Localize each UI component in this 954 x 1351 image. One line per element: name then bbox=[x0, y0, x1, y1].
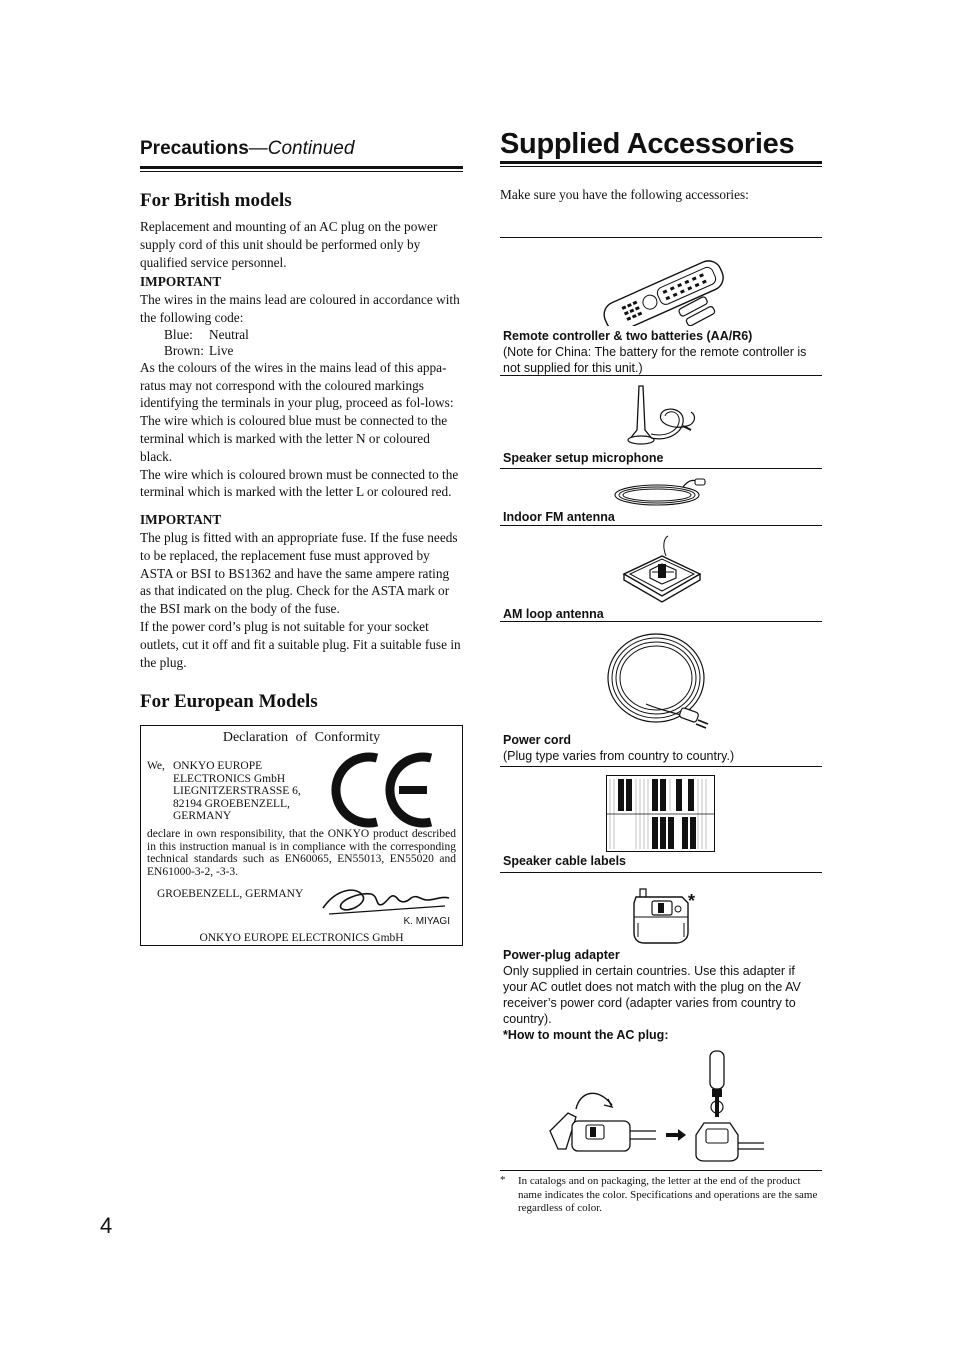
declaration-text: declare in own responsibility, that the ONKYO product described in this instruction manual is in compliance with the corresponding technical standards such as EN60065, EN55013, EN55020 and EN61000-3-2, -3-3. bbox=[147, 828, 456, 878]
para-blue: The wire which is coloured blue must be connected to the terminal which is marked with the letter N or coloured black. bbox=[140, 413, 448, 464]
important-label-2: IMPORTANT bbox=[140, 512, 222, 528]
left-column bbox=[140, 138, 463, 946]
accessory-note: (Plug type varies from country to country.) bbox=[503, 749, 735, 763]
fm-antenna-icon bbox=[611, 475, 711, 509]
accessory-name: Power-plug adapter bbox=[503, 948, 620, 962]
accessory-item bbox=[500, 376, 822, 469]
wire-code-row: Brown: Live bbox=[164, 342, 234, 358]
declaration-place: GROEBENZELL, GERMANY bbox=[157, 888, 304, 901]
declaration-company: ONKYO EUROPE ELECTRONICS GmbH bbox=[199, 932, 404, 945]
accessory-name: Remote controller & two batteries (AA/R6) bbox=[503, 329, 753, 343]
power-cord-icon bbox=[606, 632, 716, 732]
declaration-title: Declaration of Conformity bbox=[222, 730, 381, 746]
important-label: IMPORTANT bbox=[140, 274, 222, 290]
accessory-name: Speaker setup microphone bbox=[503, 451, 664, 465]
accessory-name: AM loop antenna bbox=[503, 607, 604, 621]
footnote-mark: * bbox=[500, 1174, 506, 1186]
right-column bbox=[500, 128, 822, 1216]
accessory-item bbox=[500, 469, 822, 526]
am-loop-antenna-icon bbox=[616, 534, 706, 604]
accessory-item bbox=[500, 238, 822, 376]
para-brown: The wire which is coloured brown must be connected to the terminal which is marked with the letter L or coloured red. bbox=[140, 466, 459, 500]
mount-ac-plug-diagram-icon bbox=[546, 1047, 776, 1165]
remote-controller-icon bbox=[596, 238, 726, 326]
declaration-box bbox=[140, 725, 463, 946]
accessory-item bbox=[500, 526, 822, 622]
wire-code-row: Blue: Neutral bbox=[164, 326, 249, 342]
accessory-note: Only supplied in certain countries. Use this adapter if your AC outlet does not match with the plug on the AV receiver’s power cord (adapter varies from country to country). bbox=[503, 964, 801, 1026]
page-number: 4 bbox=[100, 1213, 113, 1238]
accessory-note: (Note for China: The battery for the remote controller is not supplied for this unit.) bbox=[503, 345, 807, 375]
accessories-intro: Make sure you have the following accessories: bbox=[500, 187, 822, 238]
power-plug-adapter-icon bbox=[626, 883, 696, 945]
microphone-icon bbox=[621, 382, 701, 448]
accessory-name: Speaker cable labels bbox=[503, 854, 626, 868]
para-fuse: The plug is fitted with an appropriate fuse. If the fuse needs to be replaced, the replacement fuse must approved by ASTA or BSI to BS1362 and have the same ampere rating as that indicated on the plug. Check for the ASTA mark or the BSI mark on the body of the fuse. bbox=[140, 529, 458, 617]
running-head bbox=[140, 138, 463, 169]
mount-ac-plug-label: *How to mount the AC plug: bbox=[503, 1028, 669, 1042]
running-head-suffix: —Continued bbox=[248, 138, 355, 159]
declaration-address: ONKYO EUROPE ELECTRONICS GmbH LIEGNITZERSTRASSE 6, 82194 GROEBENZELL, GERMANY bbox=[173, 760, 301, 823]
accessory-item bbox=[500, 622, 822, 767]
cable-labels-icon bbox=[606, 775, 716, 853]
accessory-item bbox=[500, 767, 822, 873]
british-intro: Replacement and mounting of an AC plug on the power supply cord of this unit should be performed only by qualified service personnel. bbox=[140, 219, 438, 270]
british-heading: For British models bbox=[140, 190, 292, 211]
declaration-we: We, bbox=[147, 760, 165, 773]
wire-code-list bbox=[140, 327, 463, 359]
footnote bbox=[500, 1175, 822, 1216]
european-heading: For European Models bbox=[140, 691, 318, 713]
adapter-star-mark: * bbox=[688, 891, 696, 911]
divider bbox=[500, 166, 822, 167]
para-colours: As the colours of the wires in the mains lead of this appa-ratus may not correspond with the coloured markings identifying the terminals in your plug, proceed as fol-lows: bbox=[140, 359, 454, 411]
footnote-text: In catalogs and on packaging, the letter at the end of the product name indicates the color. Specifications and operations are the same regardless of color. bbox=[518, 1175, 818, 1214]
ce-mark-icon bbox=[331, 750, 443, 830]
para-cut: If the power cord’s plug is not suitable for your socket outlets, cut it off and fit a suitable plug. Fit a suitable fuse in the plug. bbox=[140, 618, 461, 670]
page-title: Supplied Accessories bbox=[500, 128, 822, 164]
divider bbox=[140, 171, 463, 172]
accessory-item bbox=[500, 873, 822, 1171]
signer-name: K. MIYAGI bbox=[403, 916, 450, 928]
running-head-title: Precautions bbox=[140, 138, 249, 159]
accessory-name: Indoor FM antenna bbox=[503, 510, 615, 524]
accessory-name: Power cord bbox=[503, 733, 572, 747]
wires-text: The wires in the mains lead are coloured in accordance with the following code: bbox=[140, 292, 460, 325]
